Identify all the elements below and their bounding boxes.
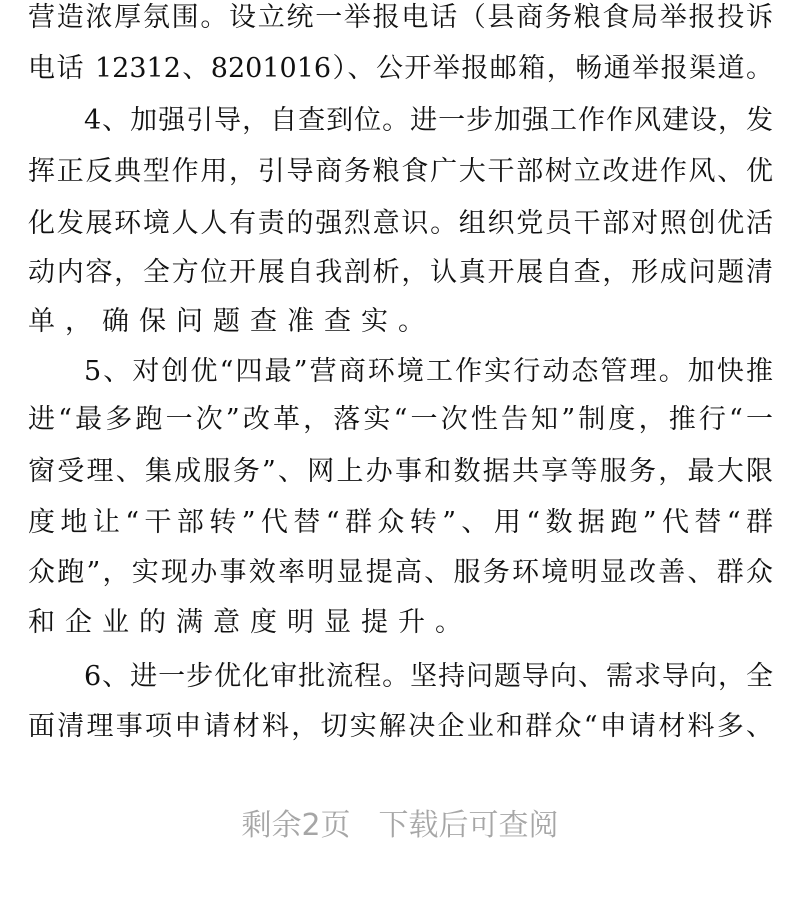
text-line: 5、对创优“四最”营商环境工作实行动态管理。加快推	[84, 356, 773, 387]
text-line: 面清理事项申请材料，切实解决企业和群众“申请材料多、	[28, 711, 773, 742]
text-line: 度地让“干部转”代替“群众转”、用“数据跑”代替“群	[28, 507, 773, 538]
text-line: 单，确保问题查准查实。	[28, 306, 435, 337]
text-line: 挥正反典型作用，引导商务粮食广大干部树立改进作风、优	[28, 156, 773, 187]
remaining-pages-label: 剩余2页	[241, 808, 351, 843]
text-line: 窗受理、集成服务”、网上办事和数据共享等服务，最大限	[28, 456, 773, 487]
text-line: 6、进一步优化审批流程。坚持问题导向、需求导向，全	[84, 661, 773, 692]
text-line: 营造浓厚氛围。设立统一举报电话（县商务粮食局举报投诉	[28, 2, 773, 33]
text-line: 进“最多跑一次”改革，落实“一次性告知”制度，推行“一	[28, 404, 773, 435]
text-line: 4、加强引导，自查到位。进一步加强工作作风建设，发	[84, 105, 773, 136]
text-line: 和企业的满意度明显提升。	[28, 607, 472, 638]
text-line: 化发展环境人人有责的强烈意识。组织党员干部对照创优活	[28, 208, 773, 239]
text-line: 动内容，全方位开展自我剖析，认真开展自查，形成问题清	[28, 257, 773, 288]
text-line: 电话 12312、8201016）、公开举报邮箱，畅通举报渠道。	[28, 53, 773, 84]
text-line: 众跑”，实现办事效率明显提高、服务环境明显改善、群众	[28, 557, 773, 588]
download-to-view-link[interactable]: 下载后可查阅	[378, 808, 559, 843]
download-prompt[interactable]	[0, 800, 800, 844]
